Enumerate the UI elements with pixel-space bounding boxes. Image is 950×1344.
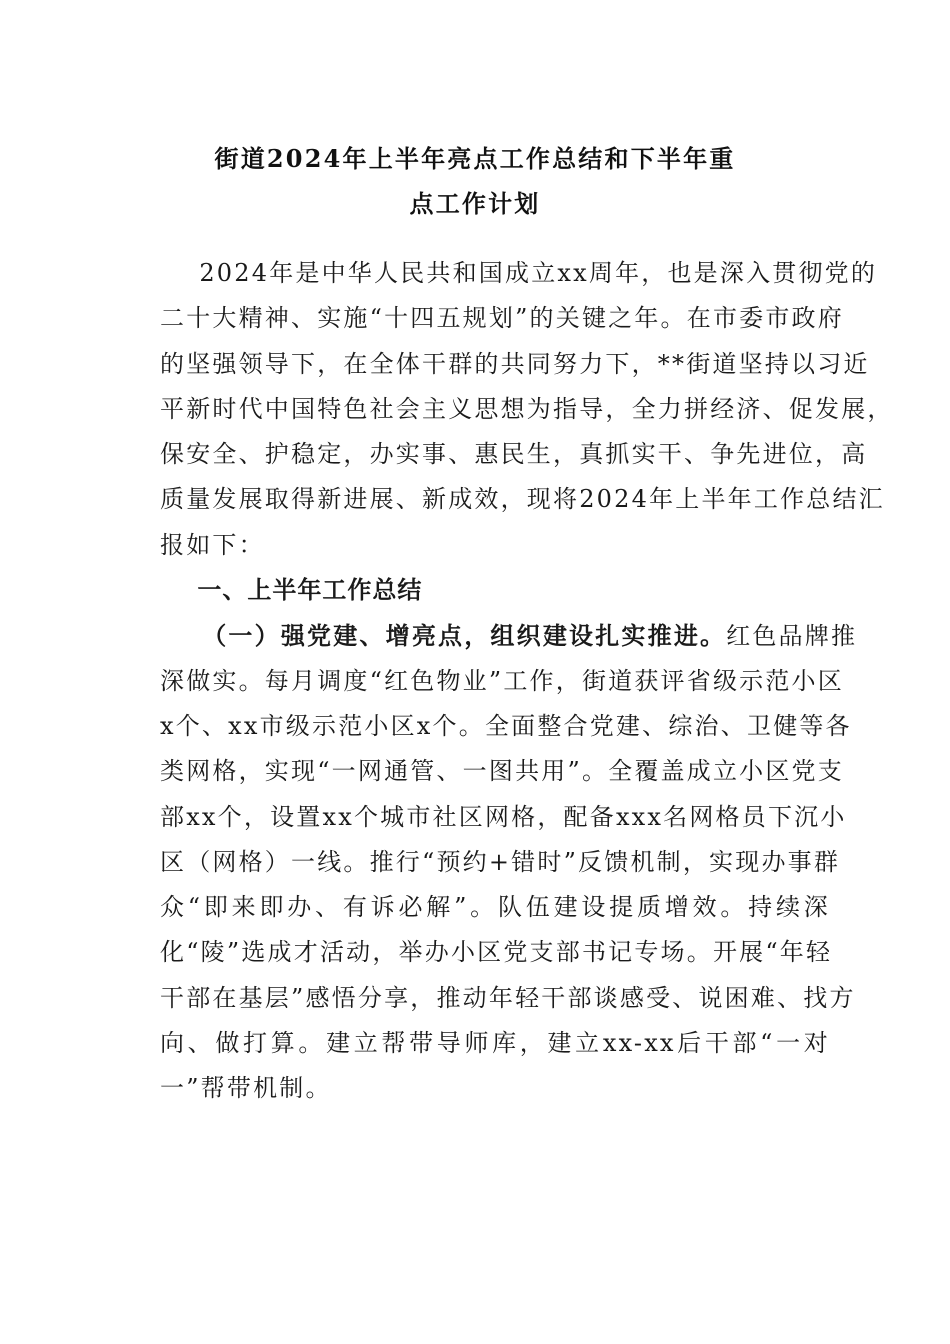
intro-line-7: 报如下： — [160, 530, 265, 559]
section-line-10: 向、做打算。建立帮带导师库，建立xx-xx后干部“一对 — [160, 1029, 830, 1058]
section-line-3: x个、xx市级示范小区x个。全面整合党建、综治、卫健等各 — [160, 711, 852, 740]
intro-line-2: 二十大精神、实施“十四五规划”的关键之年。在市委市政府 — [160, 304, 844, 333]
subsection-title: （一）强党建、增亮点，组织建设扎实推进。 — [160, 621, 727, 651]
intro-line-3: 的坚强领导下，在全体干群的共同努力下，**街道坚持以习近 — [160, 349, 870, 378]
intro-line-4: 平新时代中国特色社会主义思想为指导，全力拼经济、促发展， — [160, 394, 894, 423]
section-line-11: 一”帮带机制。 — [160, 1074, 332, 1103]
section-heading: 一、上半年工作总结 — [160, 576, 423, 605]
section-line-7: 众“即来即办、有诉必解”。队伍建设提质增效。持续深 — [160, 893, 830, 922]
intro-line-6: 质量发展取得新进展、新成效，现将2024年上半年工作总结汇 — [160, 485, 885, 514]
section-line-2: 深做实。每月调度“红色物业”工作，街道获评省级示范小区 — [160, 666, 844, 695]
intro-line-1: 2024年是中华人民共和国成立xx周年，也是深入贯彻党的 — [160, 259, 878, 287]
title-line-2: 点工作计划 — [409, 189, 541, 219]
document-body — [160, 251, 894, 1112]
section-line-6: 区（网格）一线。推行“预约+错时”反馈机制，实现办事群 — [160, 847, 841, 876]
section-line-1-text: 红色品牌推 — [726, 622, 858, 651]
section-line-8: 化“陵”选成才活动，举办小区党支部书记专场。开展“年轻 — [160, 938, 833, 967]
section-line-5: 部xx个，设置xx个城市社区网格，配备xxx名网格员下沉小 — [160, 802, 847, 831]
section-line-1 — [160, 613, 858, 658]
section-line-4: 类网格，实现“一网通管、一图共用”。全覆盖成立小区党支 — [160, 757, 844, 786]
section-line-9: 干部在基层”感悟分享，推动年轻干部谈感受、说困难、找方 — [160, 983, 856, 1012]
document-title — [110, 136, 840, 227]
intro-line-5: 保安全、护稳定，办实事、惠民生，真抓实干、争先进位，高 — [160, 440, 868, 469]
title-line-1: 街道2024年上半年亮点工作总结和下半年重 — [214, 144, 736, 173]
